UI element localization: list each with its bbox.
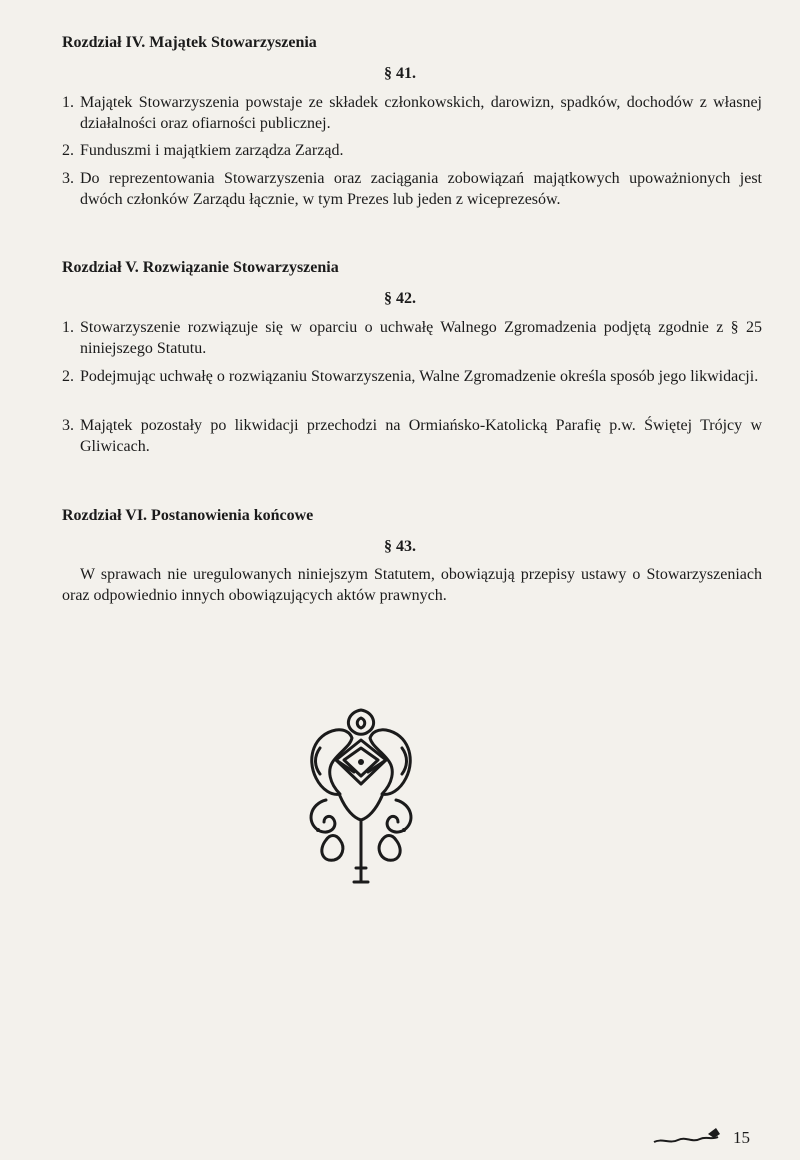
item-number: 2. (62, 368, 74, 385)
chapter-6-heading: Rozdział VI. Postanowienia końcowe (62, 507, 314, 524)
final-provisions-text: W sprawach nie uregulowanych niniejszym Statutem, obowiązują przepisy ustawy o Stowarzyszeniach oraz odpowiednio innych obowiązujących aktów prawnych. (62, 566, 762, 604)
paragraph-41-label: § 41. (384, 65, 416, 82)
floral-ornament-icon (296, 700, 426, 890)
item-number: 3. (62, 170, 74, 187)
item-text: Majątek pozostały po likwidacji przechodzi na Ormiańsko-Katolicką Parafię p.w. Świętej Trójcy w Gliwicach. (80, 417, 762, 455)
item-text: Podejmując uchwałę o rozwiązaniu Stowarzyszenia, Walne Zgromadzenie określa sposób jego likwidacji. (80, 368, 759, 385)
list-item (62, 366, 762, 387)
list-item (62, 92, 762, 134)
list-item (62, 415, 762, 457)
chapter-5-heading: Rozdział V. Rozwiązanie Stowarzyszenia (62, 259, 339, 276)
page-number: 15 (733, 1128, 750, 1147)
paragraph-42-label: § 42. (384, 290, 416, 307)
page-footer (652, 1108, 762, 1152)
item-number: 3. (62, 417, 74, 434)
paragraph-43-label: § 43. (384, 538, 416, 555)
item-text: Funduszmi i majątkiem zarządza Zarząd. (80, 142, 344, 159)
item-text: Stowarzyszenie rozwiązuje się w oparciu o uchwałę Walnego Zgromadzenia podjętą zgodnie z § 25 niniejszego Statutu. (80, 319, 762, 357)
item-number: 1. (62, 319, 74, 336)
list-item (62, 140, 762, 161)
item-text: Do reprezentowania Stowarzyszenia oraz zaciągania zobowiązań majątkowych upoważnionych jest dwóch członków Zarządu łącznie, w tym Prezes lub jeden z wiceprezesów. (80, 170, 762, 208)
list-item (62, 317, 762, 359)
footer-flourish-icon (652, 1126, 724, 1146)
chapter-4-heading: Rozdział IV. Majątek Stowarzyszenia (62, 34, 317, 51)
item-number: 1. (62, 94, 74, 111)
list-item (62, 168, 762, 210)
item-number: 2. (62, 142, 74, 159)
item-text: Majątek Stowarzyszenia powstaje ze składek członkowskich, darowizn, spadków, dochodów z własnej działalności oraz ofiarności publicznej. (80, 94, 762, 132)
